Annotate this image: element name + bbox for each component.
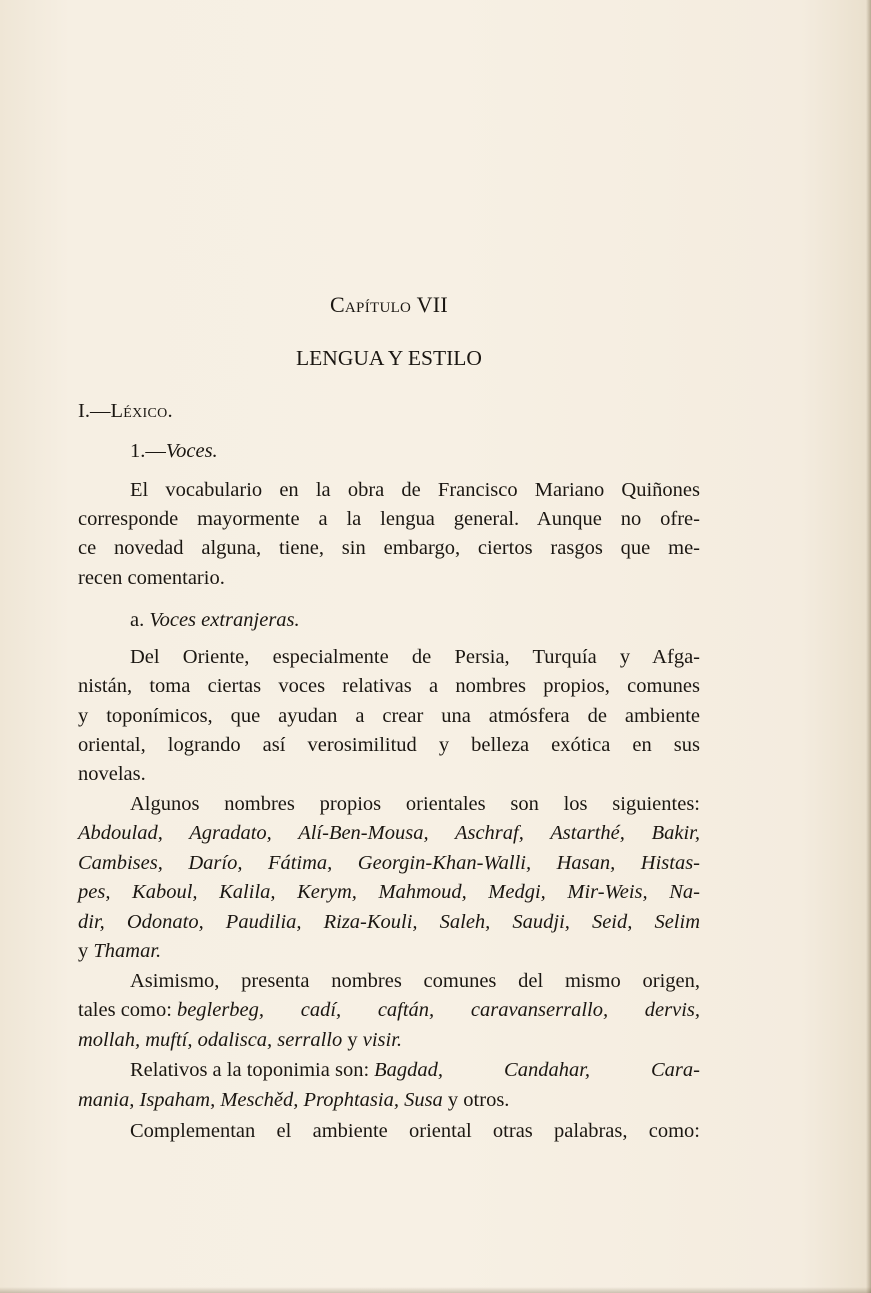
page-edge-shadow	[0, 1287, 871, 1293]
paragraph-line: El vocabulario en la obra de Francisco Mariano Quiñones	[130, 479, 700, 501]
paragraph-line: dir, Odonato, Paudilia, Riza-Kouli, Saleh, Saudji, Seid, Selim	[78, 911, 700, 933]
paragraph-line: recen comentario.	[78, 567, 225, 589]
paragraph-line: novelas.	[78, 763, 146, 785]
paragraph-line: Complementan el ambiente oriental otras palabras, como:	[130, 1120, 700, 1142]
subsubsection-heading: a. Voces extranjeras.	[130, 609, 300, 631]
chapter-title: LENGUA Y ESTILO	[296, 346, 482, 370]
paragraph-line: Algunos nombres propios orientales son los siguientes:	[130, 793, 700, 815]
page-edge-shadow	[866, 0, 871, 1293]
paragraph-line: Relativos a la toponimia son: Bagdad, Candahar, Cara-	[130, 1059, 700, 1081]
paragraph-line: Cambises, Darío, Fátima, Georgin-Khan-Walli, Hasan, Histas-	[78, 852, 700, 874]
section-heading: I.—Léxico.	[78, 400, 173, 422]
paragraph-line: Abdoulad, Agradato, Alí-Ben-Mousa, Aschraf, Astarthé, Bakir,	[78, 822, 700, 844]
paragraph-line: mania, Ispaham, Meschěd, Prophtasia, Susa y otros.	[78, 1089, 510, 1111]
paragraph-line: y Thamar.	[78, 940, 162, 962]
paragraph-line: mollah, muftí, odalisca, serrallo y visir.	[78, 1029, 403, 1051]
paragraph-line: ce novedad alguna, tiene, sin embargo, ciertos rasgos que me-	[78, 537, 700, 559]
paragraph-line: oriental, logrando así verosimilitud y belleza exótica en sus	[78, 734, 700, 756]
paragraph-line: nistán, toma ciertas voces relativas a nombres propios, comunes	[78, 675, 700, 697]
paragraph-line: pes, Kaboul, Kalila, Kerym, Mahmoud, Medgi, Mir-Weis, Na-	[78, 881, 700, 903]
paragraph-line: corresponde mayormente a la lengua general. Aunque no ofre-	[78, 508, 700, 530]
paragraph-line: Asimismo, presenta nombres comunes del mismo origen,	[130, 970, 700, 992]
chapter-label: Capítulo VII	[329, 292, 449, 317]
paragraph-line: Del Oriente, especialmente de Persia, Turquía y Afga-	[130, 646, 700, 668]
subsection-heading: 1.—Voces.	[130, 440, 218, 462]
paragraph-line: tales como: beglerbeg, cadí, caftán, caravanserrallo, dervis,	[78, 999, 700, 1021]
paragraph-line: y toponímicos, que ayudan a crear una atmósfera de ambiente	[78, 705, 700, 727]
